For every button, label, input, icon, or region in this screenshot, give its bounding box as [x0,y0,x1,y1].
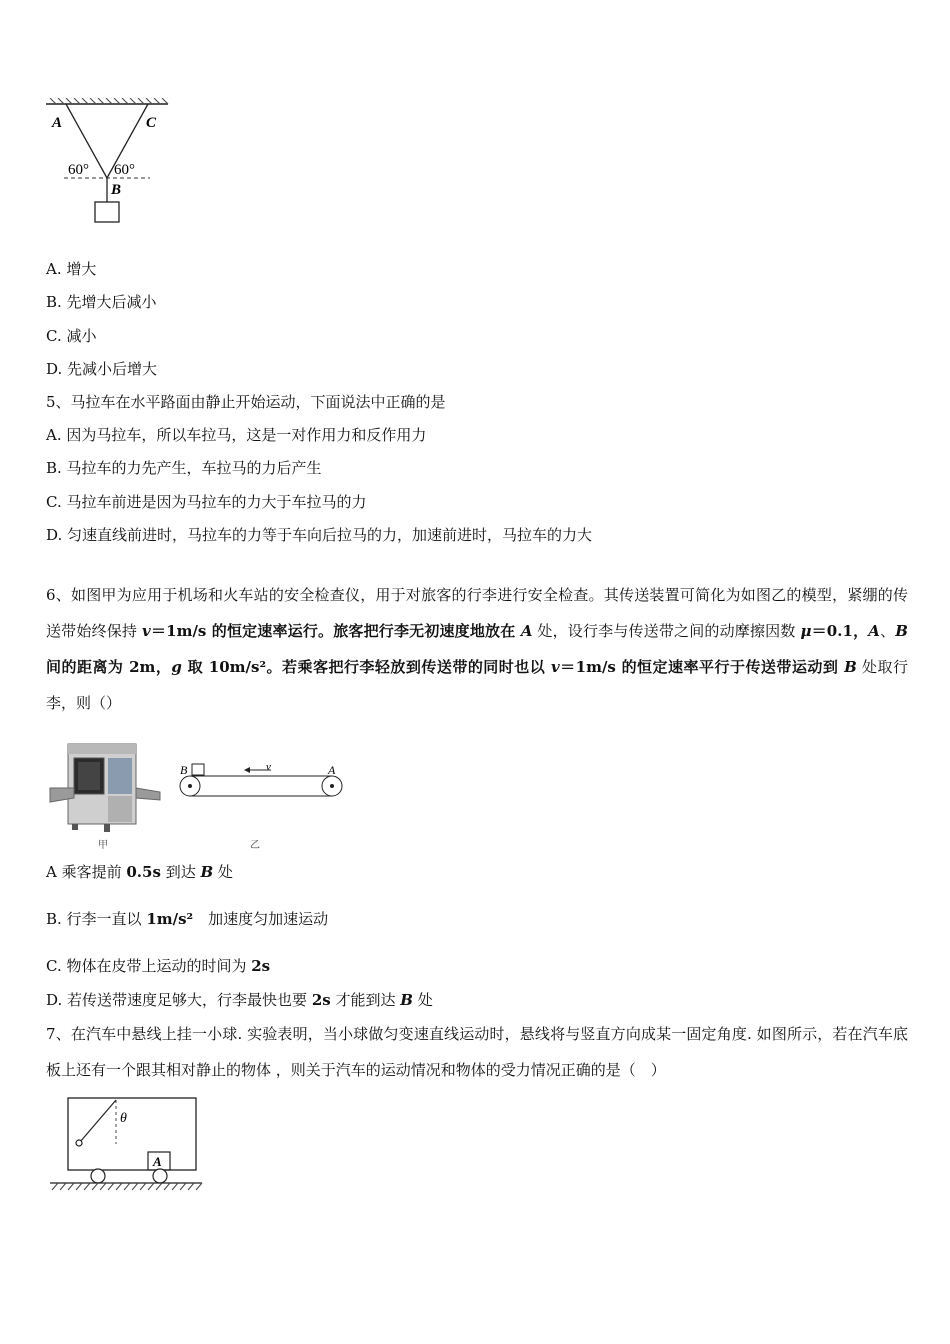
q6-label-b: B [180,763,188,777]
q5-option-b: B. 马拉车的力先产生，车拉马的力后产生 [46,459,322,477]
q6-option-c: C. 物体在皮带上运动的时间为 2s [46,957,271,975]
q5-option-a: A. 因为马拉车，所以车拉马，这是一对作用力和反作用力 [46,426,427,444]
q7-label-a: A [153,1154,162,1169]
q5-option-c: C. 马拉车前进是因为马拉车的力大于车拉马的力 [46,493,367,511]
q4-label-b: B [111,182,122,198]
q5-option-d: D. 匀速直线前进时，马拉车的力等于车向后拉马的力，加速前进时，马拉车的力大 [46,526,593,544]
q6-figure-conveyor [176,756,348,852]
q4-label-a: A [52,115,63,131]
q6-caption-yi: 乙 [250,840,260,851]
q5-stem: 5、马拉车在水平路面由静止开始运动，下面说法中正确的是 [46,393,446,411]
q7-label-theta: θ [120,1111,127,1126]
q6-caption-jia: 甲 [98,840,108,851]
q7-figure [44,1094,206,1194]
q4-option-a: A. 增大 [46,260,97,278]
q4-option-b: B. 先增大后减小 [46,293,157,311]
q6-label-v: v [266,761,271,773]
q4-option-c: C. 减小 [46,327,97,345]
q6-figure-scanner [46,740,164,852]
q7-stem: 7、在汽车中悬线上挂一小球. 实验表明，当小球做匀变速直线运动时，悬线将与竖直方向成某一固定角度. 如图所示，若在汽车底板上还有一个跟其相对静止的物体 ，则关于汽车的运动情况和物体的受力情况正确的是（ ） [46,1025,908,1079]
q6-label-a: A [328,763,336,777]
q6-option-a: A 乘客提前 0.5s 到达 B 处 [46,863,233,881]
q4-figure [44,98,174,228]
q4-option-d: D. 先减小后增大 [46,360,158,378]
q6-option-d: D. 若传送带速度足够大，行李最快也要 2s 才能到达 B 处 [46,991,433,1009]
q6-stem: 6、如图甲为应用于机场和火车站的安全检查仪，用于对旅客的行李进行安全检查。其传送装置可简化为如图乙的模型，紧绷的传送带始终保持 v＝1m/s 的恒定速率运行。旅客把行李无初速度地放在 A 处，设行李与传送带之间的动摩擦因数 μ＝0.1，A、B 间的距离为 2m，g 取 10m/s²。若乘客把行李轻放到传送带的同时也以 v＝1m/s 的恒定速率平行于传送带运动到 B 处取行李，则（） [46,586,908,712]
q4-label-c: C [146,115,157,131]
q4-angle-right: 60° [114,162,135,178]
q4-angle-left: 60° [68,162,89,178]
q6-option-b: B. 行李一直以 1m/s² 加速度匀加速运动 [46,910,329,928]
